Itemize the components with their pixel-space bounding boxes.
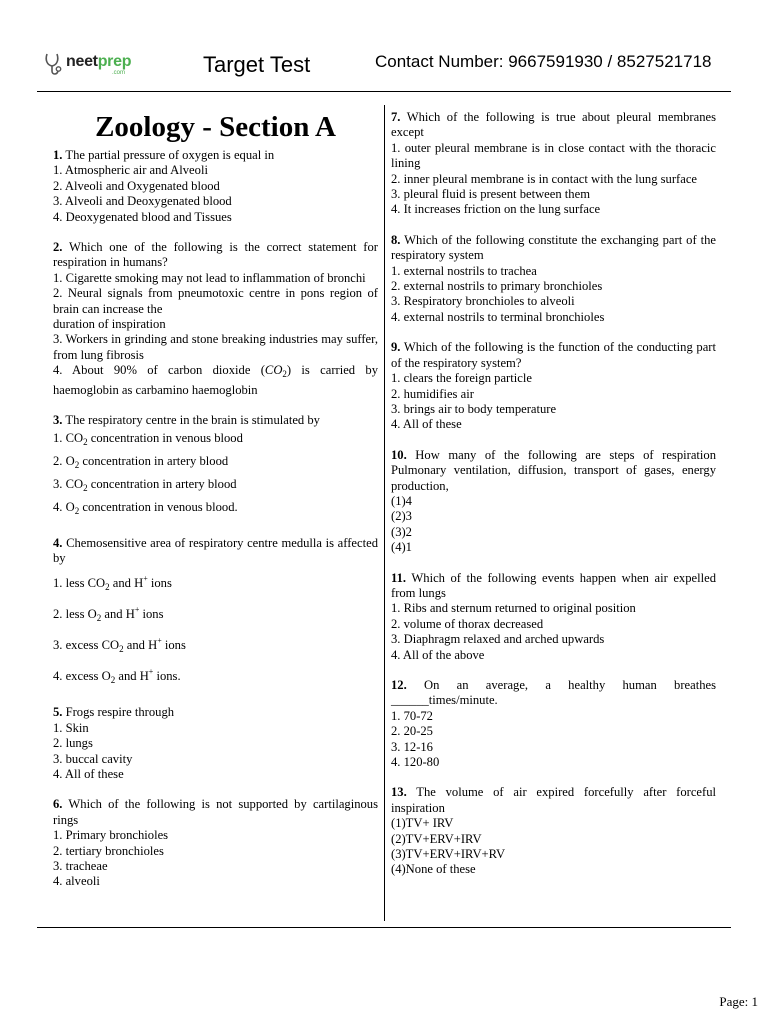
option: 3. buccal cavity [53,751,133,766]
question-10: 10. How many of the following are steps of respiration Pulmonary ventilation, diffusion, transport of gases, energy production, (1)4 (2)3 (3)2 (4)1 [391,447,716,555]
option: 3. excess $CO_2$ and H+ ions [53,636,186,655]
question-2: 2. Which one of the following is the correct statement for respiration in humans? 1. Cigarette smoking may not lead to inflammation of bronchi 2. Neural signals from pneumotoxic centre in pons region of brain can increase the duration of inspiration 3. Workers in grinding and stone breaking industries may suffer, from lung fibrosis 4. About 90% of carbon dioxide $(CO_2)$ is carried by haemoglobin as carbamino haemoglobin [53,240,378,397]
option: (2)3 [391,509,412,524]
option: 4. alveoli [53,874,100,889]
column-divider [384,105,385,921]
option: 3. 12-16 [391,739,433,754]
option: (1)4 [391,493,412,508]
option: (1)TV+ IRV [391,816,454,831]
question-7: 7. Which of the following is true about pleural membranes except 1. outer pleural membrane is in close contact with the thoracic lining 2. inner pleural membrane is in contact with the lung surface 3. pleural fluid is present between them 4. It increases friction on the lung surface [391,110,716,217]
option: 1. outer pleural membrane is in close contact with the thoracic lining [391,140,716,171]
option: 1. Primary bronchioles [53,828,169,843]
section-title: Zoology - Section A [95,111,336,143]
option: 1. clears the foreign particle [391,371,532,386]
page-number: Page: 1 [719,994,758,1009]
option: 4. 120-80 [391,755,440,770]
option: duration of inspiration [53,317,166,332]
option: 2. external nostrils to primary bronchioles [391,279,603,294]
option: 3. pleural fluid is present between them [391,187,590,202]
option: (3)TV+ERV+IRV+RV [391,847,506,862]
footer-divider [37,927,731,928]
question-6: 6. Which of the following is not supported by cartilaginous rings 1. Primary bronchioles 2. tertiary bronchioles 3. tracheae 4. alveoli [53,797,378,889]
option: 2. humidifies air [391,386,474,401]
logo-wordmark: neetprep [66,53,132,70]
option: 4. external nostrils to terminal bronchioles [391,309,605,324]
option: 2. inner pleural membrane is in contact with the lung surface [391,171,697,186]
option: 1. external nostrils to trachea [391,263,537,278]
right-column [391,110,716,893]
left-column [53,108,378,905]
option: 1. less $CO_2$ and H+ ions [53,574,172,593]
option: 2. lungs [53,736,93,751]
question-9: 9. Which of the following is the function of the conducting part of the respiratory system? 1. clears the foreign particle 2. humidifies air 3. brings air to body temperature 4. All of these [391,340,716,432]
option: 2. $O_2$ concentration in artery blood [53,453,229,470]
option: 1. Ribs and sternum returned to original position [391,601,636,616]
option: 3. tracheae [53,858,108,873]
option: 3. Alveoli and Deoxygenated blood [53,194,232,209]
option: 3. Workers in grinding and stone breaking industries may suffer, from lung fibrosis [53,332,378,362]
option: 4. About 90% of carbon dioxide $(CO_2)$ is carried by haemoglobin as carbamino haemoglobin [53,363,378,397]
option: 3. Diaphragm relaxed and arched upwards [391,632,605,647]
option: 4. $O_2$ concentration in venous blood. [53,499,238,516]
option: 2. Alveoli and Oxygenated blood [53,178,220,193]
option: 4. excess $O_2$ and H+ ions. [53,667,181,686]
option: 4. All of these [391,417,462,432]
option: 2. volume of thorax decreased [391,616,544,631]
option: 1. Cigarette smoking may not lead to inflammation of bronchi [53,270,366,285]
option: 3. brings air to body temperature [391,401,557,416]
option: 2. Neural signals from pneumotoxic centre in pons region of brain can increase the [53,286,378,316]
page-header-title: Target Test [203,52,311,77]
contact-number: Contact Number: 9667591930 / 8527521718 [375,52,712,71]
option: 1. Atmospheric air and Alveoli [53,163,208,178]
option: 3. Respiratory bronchioles to alveoli [391,294,575,309]
option: 3. $CO_2$ concentration in artery blood [53,476,237,493]
option: 4. It increases friction on the lung surface [391,202,601,217]
option: 1. $CO_2$ concentration in venous blood [53,430,243,447]
question-11: 11. Which of the following events happen when air expelled from lungs 1. Ribs and sternum returned to original position 2. volume of thorax decreased 3. Diaphragm relaxed and arched upwards 4. All of the above [391,570,716,662]
option: 2. 20-25 [391,724,433,739]
option: 2. tertiary bronchioles [53,843,164,858]
question-5: 5. Frogs respire through 1. Skin 2. lungs 3. buccal cavity 4. All of these [53,705,378,782]
question-4: 4. Chemosensitive area of respiratory centre medulla is affected by 1. less $CO_2$ and H+ ions 2. less $O_2$ and H+ ions 3. excess $CO_2$ and H+ ions 4. excess $O_2$ and H+ ions. [53,536,378,691]
option: 2. less $O_2$ and H+ ions [53,605,164,624]
option: (4)None of these [391,862,476,877]
question-3: 3. The respiratory centre in the brain is stimulated by 1. $CO_2$ concentration in venous blood 2. $O_2$ concentration in artery blood 3. $CO_2$ concentration in artery blood 4. $O_2$ concentration in venous blood. [53,413,378,520]
logo-domain: .com [112,70,126,76]
option: 1. Skin [53,720,89,735]
neetprep-logo [44,50,144,80]
stethoscope-icon [44,52,64,78]
question-12: 12. On an average, a healthy human breathes ______times/minute. 1. 70-72 2. 20-25 3. 12-16 4. 120-80 [391,678,716,770]
option: 4. Deoxygenated blood and Tissues [53,209,232,224]
option: (4)1 [391,540,412,555]
question-13: 13. The volume of air expired forcefully after forceful inspiration (1)TV+ IRV (2)TV+ERV+IRV (3)TV+ERV+IRV+RV (4)None of these [391,785,716,877]
option: (3)2 [391,524,412,539]
question-1: 1. The partial pressure of oxygen is equal in 1. Atmospheric air and Alveoli 2. Alveoli and Oxygenated blood 3. Alveoli and Deoxygenated blood 4. Deoxygenated blood and Tissues [53,148,378,225]
header-divider [37,91,731,92]
option: (2)TV+ERV+IRV [391,831,482,846]
option: 4. All of the above [391,647,485,662]
question-8: 8. Which of the following constitute the exchanging part of the respiratory system 1. external nostrils to trachea 2. external nostrils to primary bronchioles 3. Respiratory bronchioles to alveoli 4. external nostrils to terminal bronchioles [391,232,716,324]
option: 1. 70-72 [391,708,433,723]
option: 4. All of these [53,766,124,781]
